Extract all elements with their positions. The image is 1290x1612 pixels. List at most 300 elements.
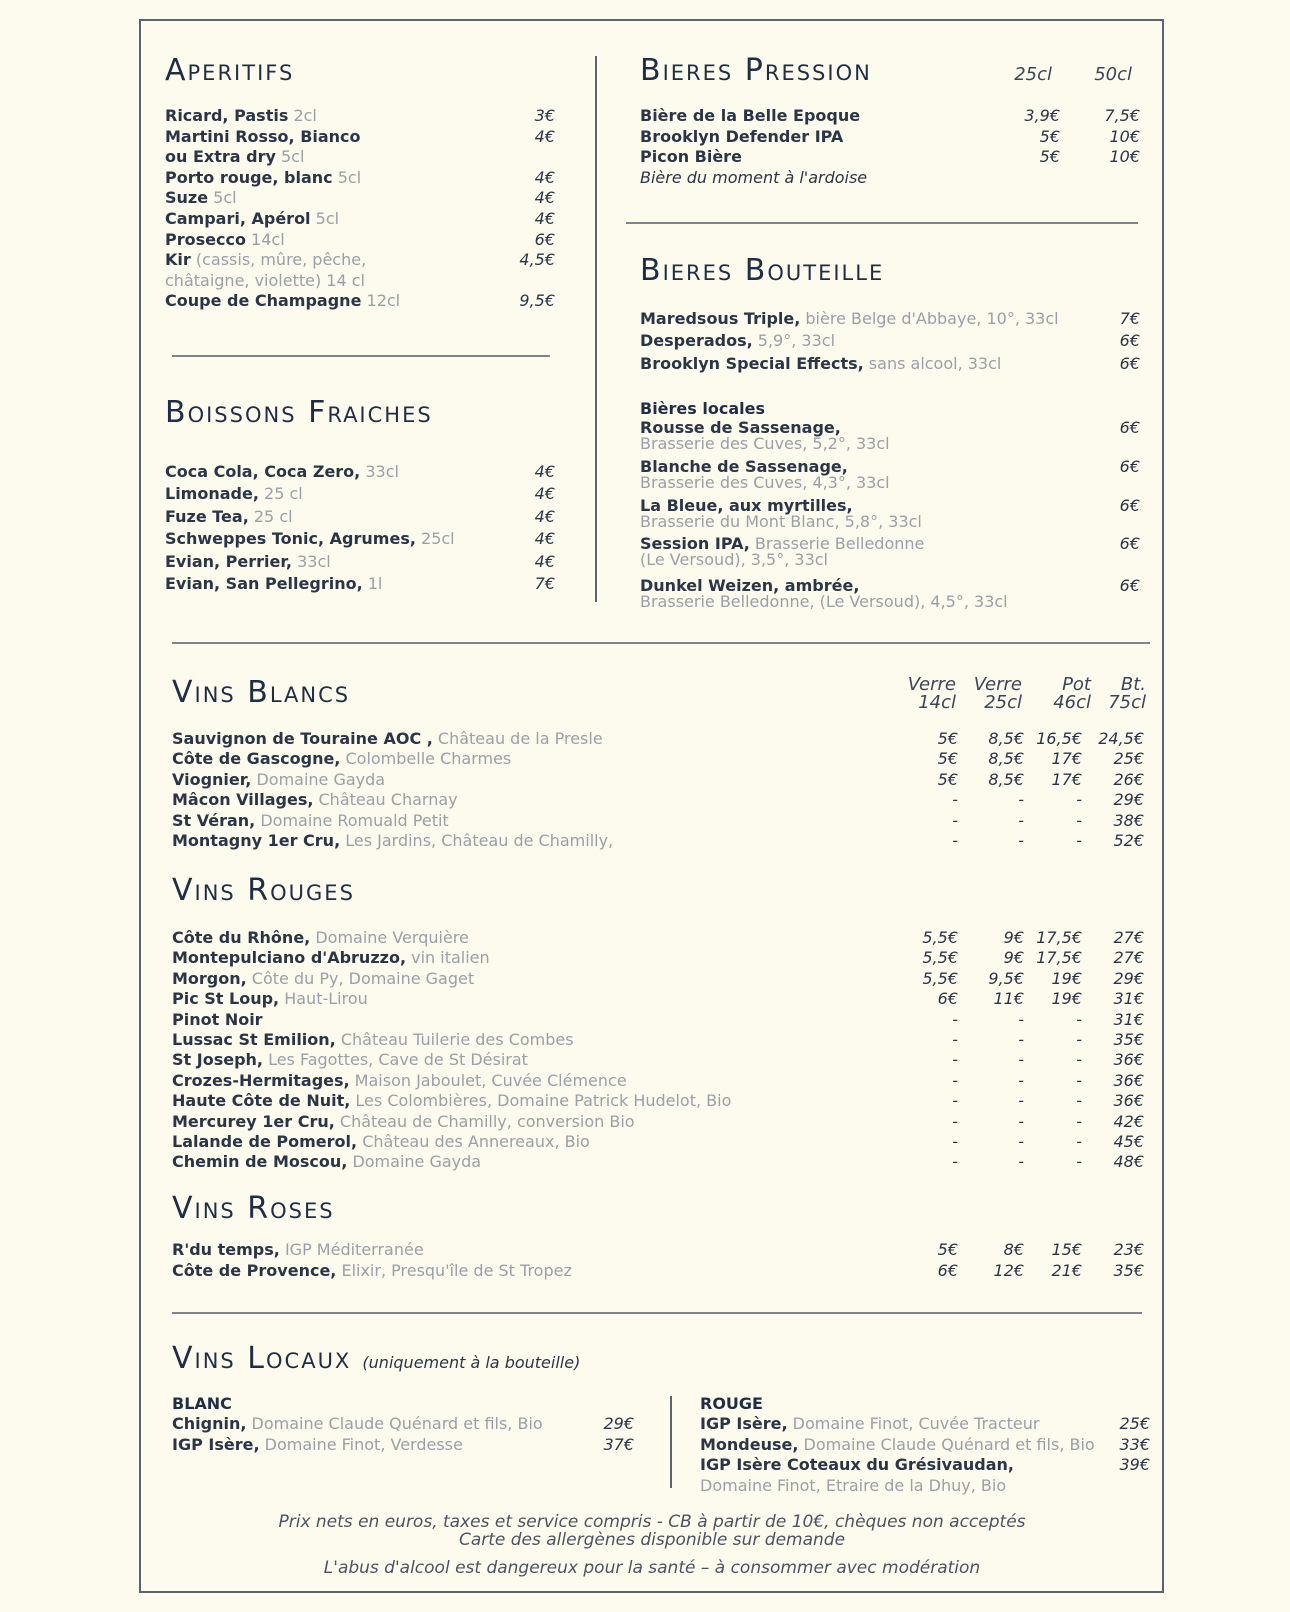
list-item <box>700 1414 1150 1435</box>
item-name: Desperados, <box>640 331 753 351</box>
wine-price-col-1: 5,5€ <box>922 948 958 968</box>
wine-label <box>172 1050 528 1070</box>
item-label <box>172 1435 584 1456</box>
rouges-title: Vins Rouges <box>172 873 355 908</box>
wine-price-col-4: 29€ <box>1113 790 1144 810</box>
wine-price-col-2: - <box>1018 790 1024 810</box>
wine-price-col-2: - <box>1018 1009 1024 1029</box>
list-item <box>165 528 555 550</box>
item-label <box>640 308 1080 330</box>
list-item <box>165 483 555 505</box>
table-row <box>172 1240 1144 1260</box>
col-verre-14cl: Verre 14cl <box>907 674 956 713</box>
boissons-list <box>165 461 555 595</box>
item-detail: 25cl <box>415 529 455 549</box>
wine-price-col-1: - <box>952 831 958 850</box>
wine-label <box>172 969 474 989</box>
divider-wines <box>172 1312 1142 1314</box>
wine-detail: Domaine Verquière <box>310 928 469 947</box>
wine-price-col-1: - <box>952 1152 958 1172</box>
wine-detail: Château de la Presle <box>432 729 603 748</box>
wine-price-col-3: - <box>1076 1030 1082 1049</box>
item-name: Chignin, <box>172 1414 247 1433</box>
item-line2: Brasserie des Cuves, 5,2°, 33cl <box>640 434 890 453</box>
wine-price-col-4: 27€ <box>1113 928 1144 947</box>
item-label <box>165 250 495 271</box>
wine-name: Côte de Gascogne, <box>172 749 341 769</box>
item-label <box>700 1476 1108 1497</box>
divider-aperitifs <box>172 355 550 357</box>
table-row <box>172 928 1144 948</box>
list-item <box>700 1455 1150 1476</box>
roses-title: Vins Roses <box>172 1191 335 1226</box>
table-row <box>172 969 1144 989</box>
item-name: Brooklyn Special Effects, <box>640 353 864 373</box>
col-verre-25cl: Verre 25cl <box>973 674 1022 713</box>
wine-price-col-2: - <box>1018 831 1024 850</box>
item-line2: Brasserie du Mont Blanc, 5,8°, 33cl <box>640 512 922 531</box>
item-name: Kir <box>165 250 191 270</box>
item-price: 4€ <box>534 551 555 571</box>
item-price: 33€ <box>1119 1434 1150 1454</box>
item-label <box>165 528 495 550</box>
table-row <box>172 811 1144 831</box>
wine-detail: Les Colombières, Domaine Patrick Hudelot, Bio <box>350 1091 732 1111</box>
wine-price-col-2: 9€ <box>1003 948 1024 968</box>
wine-price-col-2: 11€ <box>993 989 1024 1009</box>
item-name: Limonade, <box>165 484 259 504</box>
wine-price-col-1: - <box>952 790 958 810</box>
list-item <box>640 498 1140 530</box>
wine-price-col-2: 8,5€ <box>988 729 1024 748</box>
item-detail: 5cl <box>208 188 237 208</box>
item-price: 6€ <box>1119 534 1140 553</box>
item-price-25cl: 5€ <box>1039 126 1060 146</box>
table-row <box>172 770 1144 790</box>
list-item <box>640 459 1140 491</box>
wine-price-col-1: 6€ <box>937 1261 958 1280</box>
item-detail: 14cl <box>245 229 285 249</box>
wine-label <box>172 811 449 831</box>
item-label <box>165 127 495 148</box>
item-label <box>700 1414 1108 1435</box>
wine-price-col-1: - <box>952 810 958 830</box>
wine-price-col-4: 35€ <box>1113 1030 1144 1049</box>
wine-price-col-3: 19€ <box>1051 968 1082 988</box>
item-price: 4€ <box>534 506 555 526</box>
wine-name: St Joseph, <box>172 1050 263 1070</box>
wine-detail: Domaine Romuald Petit <box>255 810 449 830</box>
item-detail: 5,9°, 33cl <box>752 331 836 351</box>
item-price: 4€ <box>534 188 555 208</box>
item-detail: 33cl <box>360 462 399 481</box>
wine-name: Lussac St Emilion, <box>172 1030 336 1049</box>
wine-name: Crozes-Hermitages, <box>172 1070 350 1090</box>
item-line2: (Le Versoud), 3,5°, 33cl <box>640 550 828 569</box>
wine-price-col-4: 42€ <box>1113 1111 1144 1131</box>
item-name: Session IPA, <box>640 534 750 553</box>
wine-price-col-2: 8,5€ <box>988 749 1024 769</box>
wine-label <box>172 1091 731 1111</box>
wine-price-col-2: 9,5€ <box>988 968 1024 988</box>
item-name: Porto rouge, blanc <box>165 167 333 187</box>
wine-name: Viognier, <box>172 769 252 789</box>
item-detail: 5cl <box>310 208 340 228</box>
item-detail: Domaine Finot, Cuvée Tracteur <box>787 1414 1040 1433</box>
wine-price-col-4: 45€ <box>1113 1132 1144 1151</box>
pression-col-50cl: 50cl <box>1094 64 1132 85</box>
item-name: Ricard, Pastis <box>165 106 289 125</box>
vertical-divider-locaux <box>670 1396 672 1488</box>
item-label <box>700 1435 1108 1456</box>
wine-price-col-2: - <box>1018 1111 1024 1131</box>
divider-beers <box>172 642 1150 644</box>
wine-label <box>172 1261 572 1281</box>
item-price: 29€ <box>603 1414 634 1433</box>
wine-price-col-1: 5€ <box>937 729 958 748</box>
item-name: Martini Rosso, Bianco <box>165 126 361 146</box>
table-row <box>172 1132 1144 1152</box>
wine-detail: Château de Chamilly, conversion Bio <box>334 1111 635 1131</box>
locaux-rouge-list <box>700 1414 1150 1496</box>
item-name: Rousse de Sassenage, <box>640 418 841 437</box>
item-name: Campari, Apérol <box>165 208 311 228</box>
item-name: Evian, Perrier, <box>165 551 292 571</box>
pression-note: Bière du moment à l'ardoise <box>640 168 868 187</box>
wine-price-col-4: 52€ <box>1113 831 1144 850</box>
list-item <box>700 1435 1150 1456</box>
wine-price-col-1: 5,5€ <box>922 928 958 947</box>
wine-price-col-1: 5€ <box>937 749 958 769</box>
footer-prices: Prix nets en euros, taxes et service compris - CB à partir de 10€, chèques non acceptés <box>278 1512 1026 1532</box>
item-detail: bière Belge d'Abbaye, 10°, 33cl <box>800 309 1059 328</box>
wine-price-col-1: - <box>952 1111 958 1131</box>
wine-price-col-4: 36€ <box>1113 1091 1144 1111</box>
wine-price-col-1: 5,5€ <box>922 968 958 988</box>
locaux-title: Vins Locaux <box>172 1341 352 1376</box>
wine-price-col-1: 6€ <box>937 989 958 1009</box>
item-name: IGP Isère, <box>700 1414 788 1433</box>
wine-price-col-4: 38€ <box>1113 810 1144 830</box>
item-price: 6€ <box>1119 353 1140 373</box>
list-item <box>640 353 1140 375</box>
col-bt-75cl: Bt. 75cl <box>1108 674 1146 713</box>
item-name: Coupe de Champagne <box>165 291 362 311</box>
wine-name: Côte du Rhône, <box>172 928 311 947</box>
list-item <box>640 147 1140 168</box>
wine-detail: Les Fagottes, Cave de St Désirat <box>262 1050 528 1070</box>
table-row <box>172 1152 1144 1172</box>
wine-detail: Domaine Gayda <box>251 769 386 789</box>
table-row <box>172 831 1144 851</box>
item-price: 39€ <box>1119 1455 1150 1474</box>
wine-detail: Maison Jaboulet, Cuvée Clémence <box>349 1070 627 1090</box>
wine-price-col-3: - <box>1076 1111 1082 1131</box>
table-row <box>172 1030 1144 1050</box>
boissons-title: Boissons Fraiches <box>165 395 433 430</box>
list-item <box>165 271 555 292</box>
wine-detail: Haut-Lirou <box>279 989 368 1009</box>
wine-name: Mâcon Villages, <box>172 790 314 810</box>
wine-price-col-3: 17,5€ <box>1036 948 1082 968</box>
item-label <box>165 106 495 127</box>
item-detail: (cassis, mûre, pêche, <box>190 250 367 270</box>
pression-list <box>640 106 1140 168</box>
wine-label <box>172 989 368 1009</box>
wine-price-col-1: - <box>952 1070 958 1090</box>
table-row <box>172 1071 1144 1091</box>
wine-price-col-2: - <box>1018 1132 1024 1151</box>
wine-price-col-2: 9€ <box>1003 928 1024 947</box>
item-name: Evian, San Pellegrino, <box>165 573 363 593</box>
footer-alcohol: L'abus d'alcool est dangereux pour la santé – à consommer avec modération <box>323 1558 981 1578</box>
item-name: Fuze Tea, <box>165 506 249 526</box>
wine-price-col-2: - <box>1018 1030 1024 1049</box>
wine-price-col-4: 36€ <box>1113 1050 1144 1070</box>
item-label <box>165 147 495 168</box>
item-price: 4€ <box>534 208 555 228</box>
item-price: 6€ <box>1119 457 1140 476</box>
wine-name: Sauvignon de Touraine AOC , <box>172 729 433 748</box>
wine-label <box>172 790 458 810</box>
item-detail: 25 cl <box>248 506 293 526</box>
wine-detail: Château des Annereaux, Bio <box>357 1132 590 1151</box>
wine-name: Morgon, <box>172 968 247 988</box>
item-detail: 33cl <box>292 551 331 571</box>
wine-label <box>172 1152 481 1172</box>
wine-detail: Château Charnay <box>313 790 458 810</box>
wine-name: Mercurey 1er Cru, <box>172 1111 335 1131</box>
wine-price-col-4: 31€ <box>1113 989 1144 1009</box>
list-item <box>165 230 555 251</box>
item-detail: 5cl <box>275 147 305 167</box>
item-price: 25€ <box>1119 1414 1150 1433</box>
list-item <box>640 536 1140 568</box>
pression-col-25cl: 25cl <box>1014 64 1052 85</box>
list-item <box>165 188 555 209</box>
table-row <box>172 729 1144 749</box>
item-price: 4,5€ <box>519 250 555 270</box>
bouteille-list <box>640 308 1140 375</box>
item-label <box>640 330 1080 352</box>
item-name: Mondeuse, <box>700 1434 799 1454</box>
wine-detail: Les Jardins, Château de Chamilly, <box>340 831 614 850</box>
wine-price-col-4: 25€ <box>1113 749 1144 769</box>
locaux-heading <box>172 1341 581 1376</box>
item-name: IGP Isère, <box>172 1434 260 1454</box>
item-detail: 12cl <box>361 291 401 311</box>
item-detail: Domaine Finot, Etraire de la Dhuy, Bio <box>700 1475 1007 1495</box>
wine-label <box>172 1112 635 1132</box>
locaux-blanc-title: BLANC <box>172 1394 232 1413</box>
item-price: 7€ <box>1119 309 1140 328</box>
item-name: Schweppes Tonic, Agrumes, <box>165 529 416 549</box>
wine-name: Haute Côte de Nuit, <box>172 1091 351 1111</box>
aperitifs-title: Aperitifs <box>165 53 295 88</box>
wine-price-col-2: 8,5€ <box>988 769 1024 789</box>
item-detail: 1l <box>362 573 383 593</box>
wine-price-col-1: 5€ <box>937 1240 958 1259</box>
item-price-25cl: 5€ <box>1039 147 1060 166</box>
wine-price-col-3: 16,5€ <box>1036 729 1082 748</box>
item-label <box>165 506 495 528</box>
col-pot-46cl: Pot 46cl <box>1053 674 1091 713</box>
wine-price-col-3: - <box>1076 1132 1082 1151</box>
wine-detail: Colombelle Charmes <box>340 749 512 769</box>
wine-label <box>172 749 511 769</box>
table-row <box>172 790 1144 810</box>
item-label <box>165 230 495 251</box>
item-price-25cl: 3,9€ <box>1024 106 1060 125</box>
wine-price-col-3: 17€ <box>1051 749 1082 769</box>
item-label <box>700 1455 1108 1476</box>
wine-price-col-3: - <box>1076 1009 1082 1029</box>
wine-detail: IGP Méditerranée <box>279 1240 424 1259</box>
item-detail: 25 cl <box>258 484 303 504</box>
wine-label <box>172 928 469 948</box>
wine-price-col-3: - <box>1076 1091 1082 1111</box>
wine-detail: Côte du Py, Domaine Gaget <box>246 968 475 988</box>
bieres-locales-title: Bières locales <box>640 399 765 418</box>
item-label <box>165 551 495 573</box>
item-price: 7€ <box>534 573 555 593</box>
item-price-50cl: 10€ <box>1109 147 1140 166</box>
vertical-divider-top <box>595 56 597 602</box>
wine-name: Côte de Provence, <box>172 1261 337 1280</box>
item-name: IGP Isère Coteaux du Grésivaudan, <box>700 1455 1014 1474</box>
wine-name: Chemin de Moscou, <box>172 1152 348 1172</box>
wine-price-col-1: 5€ <box>937 769 958 789</box>
wine-name: R'du temps, <box>172 1240 280 1259</box>
item-detail: sans alcool, 33cl <box>863 353 1002 373</box>
bouteille-title: Bieres Bouteille <box>640 253 885 288</box>
wine-price-col-4: 35€ <box>1113 1261 1144 1280</box>
wine-name: Montepulciano d'Abruzzo, <box>172 948 407 968</box>
item-name: Suze <box>165 188 209 208</box>
table-row <box>172 948 1144 968</box>
wine-name: St Véran, <box>172 810 256 830</box>
wine-label <box>172 1010 263 1030</box>
list-item <box>165 147 555 168</box>
item-name: Picon Bière <box>640 147 742 166</box>
table-row <box>172 1010 1144 1030</box>
wine-name: Lalande de Pomerol, <box>172 1132 358 1151</box>
item-name: Brooklyn Defender IPA <box>640 126 844 146</box>
item-price: 6€ <box>1119 496 1140 515</box>
wine-price-col-4: 27€ <box>1113 948 1144 968</box>
item-label <box>640 353 1080 375</box>
item-price-50cl: 7,5€ <box>1104 106 1140 125</box>
item-detail: châtaigne, violette) 14 cl <box>165 270 365 290</box>
wine-price-col-2: 8€ <box>1003 1240 1024 1259</box>
table-row <box>172 1091 1144 1111</box>
divider-pression <box>626 222 1138 224</box>
item-price-50cl: 10€ <box>1109 126 1140 146</box>
list-item <box>165 250 555 271</box>
table-row <box>172 1261 1144 1281</box>
table-row <box>172 1112 1144 1132</box>
wine-price-col-3: - <box>1076 831 1082 850</box>
table-row <box>172 1050 1144 1070</box>
item-line2: Brasserie des Cuves, 4,3°, 33cl <box>640 473 890 492</box>
wine-price-col-4: 31€ <box>1113 1009 1144 1029</box>
list-item <box>165 461 555 483</box>
wine-price-col-4: 48€ <box>1113 1152 1144 1172</box>
wine-price-col-3: 17,5€ <box>1036 928 1082 947</box>
wine-name: Pic St Loup, <box>172 989 280 1009</box>
item-label <box>165 483 495 505</box>
wine-price-col-4: 36€ <box>1113 1070 1144 1090</box>
wine-price-col-2: - <box>1018 1050 1024 1070</box>
item-detail: Domaine Claude Quénard et fils, Bio <box>246 1414 543 1433</box>
wine-price-col-2: - <box>1018 1070 1024 1090</box>
item-price: 6€ <box>1119 418 1140 437</box>
locaux-rouge-title: ROUGE <box>700 1394 763 1413</box>
list-item <box>640 127 1140 148</box>
item-price: 37€ <box>603 1434 634 1454</box>
wine-name: Pinot Noir <box>172 1009 263 1029</box>
blancs-title: Vins Blancs <box>172 675 351 710</box>
item-detail: Domaine Finot, Verdesse <box>259 1434 463 1454</box>
list-item <box>640 330 1140 352</box>
item-price: 4€ <box>534 126 555 146</box>
wine-price-col-1: - <box>952 1132 958 1151</box>
wine-label <box>172 1132 590 1152</box>
wine-price-col-2: - <box>1018 1091 1024 1111</box>
wine-price-col-4: 24,5€ <box>1098 729 1144 748</box>
list-item <box>700 1476 1150 1497</box>
item-line2: Brasserie Belledonne, (Le Versoud), 4,5°, 33cl <box>640 592 1008 611</box>
item-name: Prosecco <box>165 229 246 249</box>
item-price: 6€ <box>1119 331 1140 351</box>
wine-detail: Château Tuilerie des Combes <box>335 1030 574 1049</box>
table-row <box>172 749 1144 769</box>
item-name: Blanche de Sassenage, <box>640 457 848 476</box>
item-detail: 5cl <box>332 167 362 187</box>
wine-price-col-3: 21€ <box>1051 1261 1082 1280</box>
item-name: La Bleue, aux myrtilles, <box>640 496 853 515</box>
wine-price-col-3: 15€ <box>1051 1240 1082 1259</box>
wine-label <box>172 831 613 851</box>
item-price: 6€ <box>1119 576 1140 595</box>
item-price: 9,5€ <box>519 291 555 311</box>
wine-price-col-2: - <box>1018 810 1024 830</box>
list-item <box>165 106 555 127</box>
footer-allergens: Carte des allergènes disponible sur demande <box>458 1530 846 1550</box>
wine-price-col-1: - <box>952 1050 958 1070</box>
wine-label <box>172 948 490 968</box>
item-price: 4€ <box>534 167 555 187</box>
wine-price-col-1: - <box>952 1091 958 1111</box>
table-row <box>172 989 1144 1009</box>
item-name: Coca Cola, Coca Zero, <box>165 462 361 481</box>
wine-price-col-1: - <box>952 1009 958 1029</box>
wine-price-col-1: - <box>952 1030 958 1049</box>
locaux-blanc-list <box>172 1414 634 1455</box>
item-price: 4€ <box>534 484 555 504</box>
list-item <box>165 209 555 230</box>
list-item <box>640 308 1140 330</box>
item-label <box>165 461 495 483</box>
list-item <box>165 551 555 573</box>
list-item <box>165 506 555 528</box>
wine-price-col-3: - <box>1076 1050 1082 1070</box>
list-item <box>165 573 555 595</box>
wine-price-col-3: 17€ <box>1051 769 1082 789</box>
item-label <box>165 271 495 292</box>
wine-price-col-2: 12€ <box>993 1261 1024 1280</box>
list-item <box>640 420 1140 452</box>
